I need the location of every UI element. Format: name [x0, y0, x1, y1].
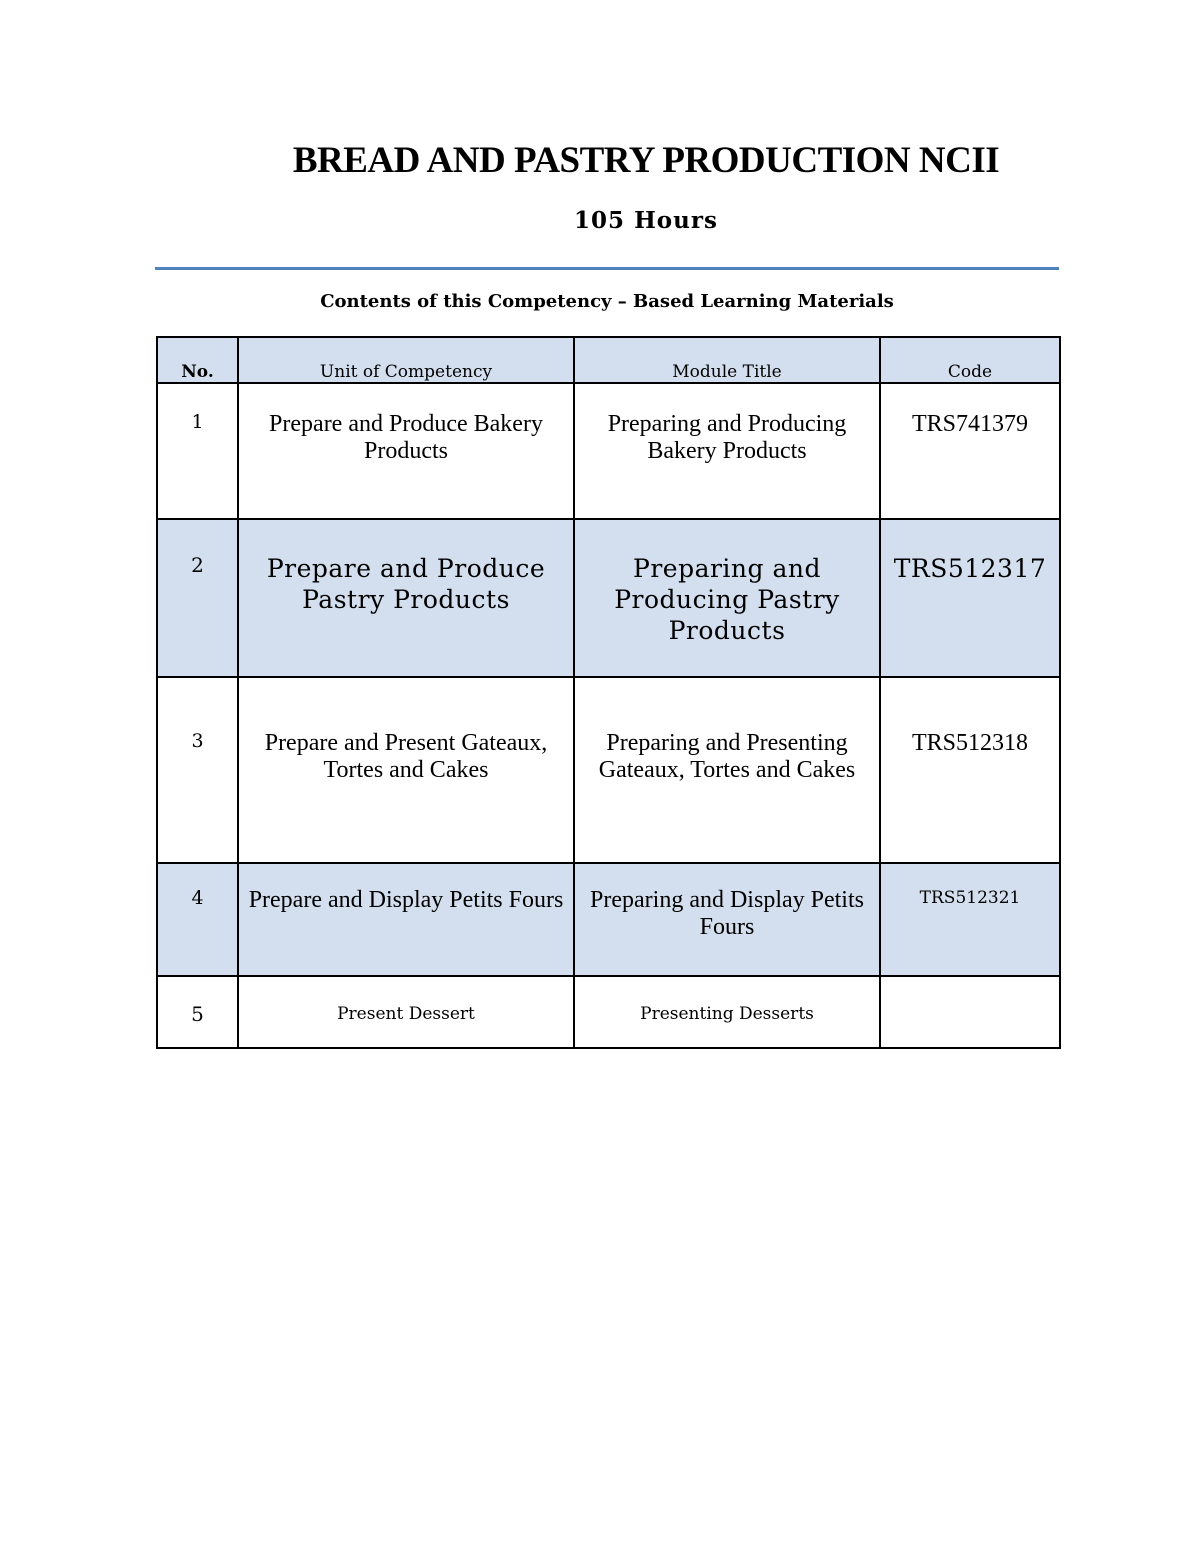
header-module-title: Module Title [574, 337, 880, 383]
row-number: 1 [157, 383, 238, 519]
unit-of-competency: Prepare and Display Petits Fours [238, 863, 574, 976]
document-title: BREAD AND PASTRY PRODUCTION NCII [292, 140, 1000, 181]
module-code: TRS512317 [880, 519, 1060, 677]
table-row [157, 383, 1060, 519]
table-header-row [157, 337, 1060, 383]
row-number: 5 [157, 976, 238, 1048]
module-title: Preparing and Display Petits Fours [574, 863, 880, 976]
horizontal-rule [155, 267, 1059, 270]
row-number: 2 [157, 519, 238, 677]
course-hours: 105 Hours [574, 207, 718, 234]
competency-table [156, 336, 1061, 1049]
module-code: TRS512321 [880, 863, 1060, 976]
unit-of-competency: Prepare and Present Gateaux, Tortes and Cakes [238, 677, 574, 863]
row-number: 4 [157, 863, 238, 976]
header-code: Code [880, 337, 1060, 383]
module-code [880, 976, 1060, 1048]
contents-heading: Contents of this Competency – Based Learning Materials [320, 291, 894, 312]
module-code: TRS741379 [880, 383, 1060, 519]
module-title: Presenting Desserts [574, 976, 880, 1048]
table-row [157, 976, 1060, 1048]
unit-of-competency: Present Dessert [238, 976, 574, 1048]
header-unit-of-competency: Unit of Competency [238, 337, 574, 383]
module-title: Preparing and Producing Pastry Products [574, 519, 880, 677]
table-row [157, 519, 1060, 677]
unit-of-competency: Prepare and Produce Bakery Products [238, 383, 574, 519]
header-no: No. [157, 337, 238, 383]
module-title: Preparing and Presenting Gateaux, Tortes and Cakes [574, 677, 880, 863]
module-code: TRS512318 [880, 677, 1060, 863]
row-number: 3 [157, 677, 238, 863]
table-row [157, 863, 1060, 976]
unit-of-competency: Prepare and Produce Pastry Products [238, 519, 574, 677]
table-row [157, 677, 1060, 863]
module-title: Preparing and Producing Bakery Products [574, 383, 880, 519]
